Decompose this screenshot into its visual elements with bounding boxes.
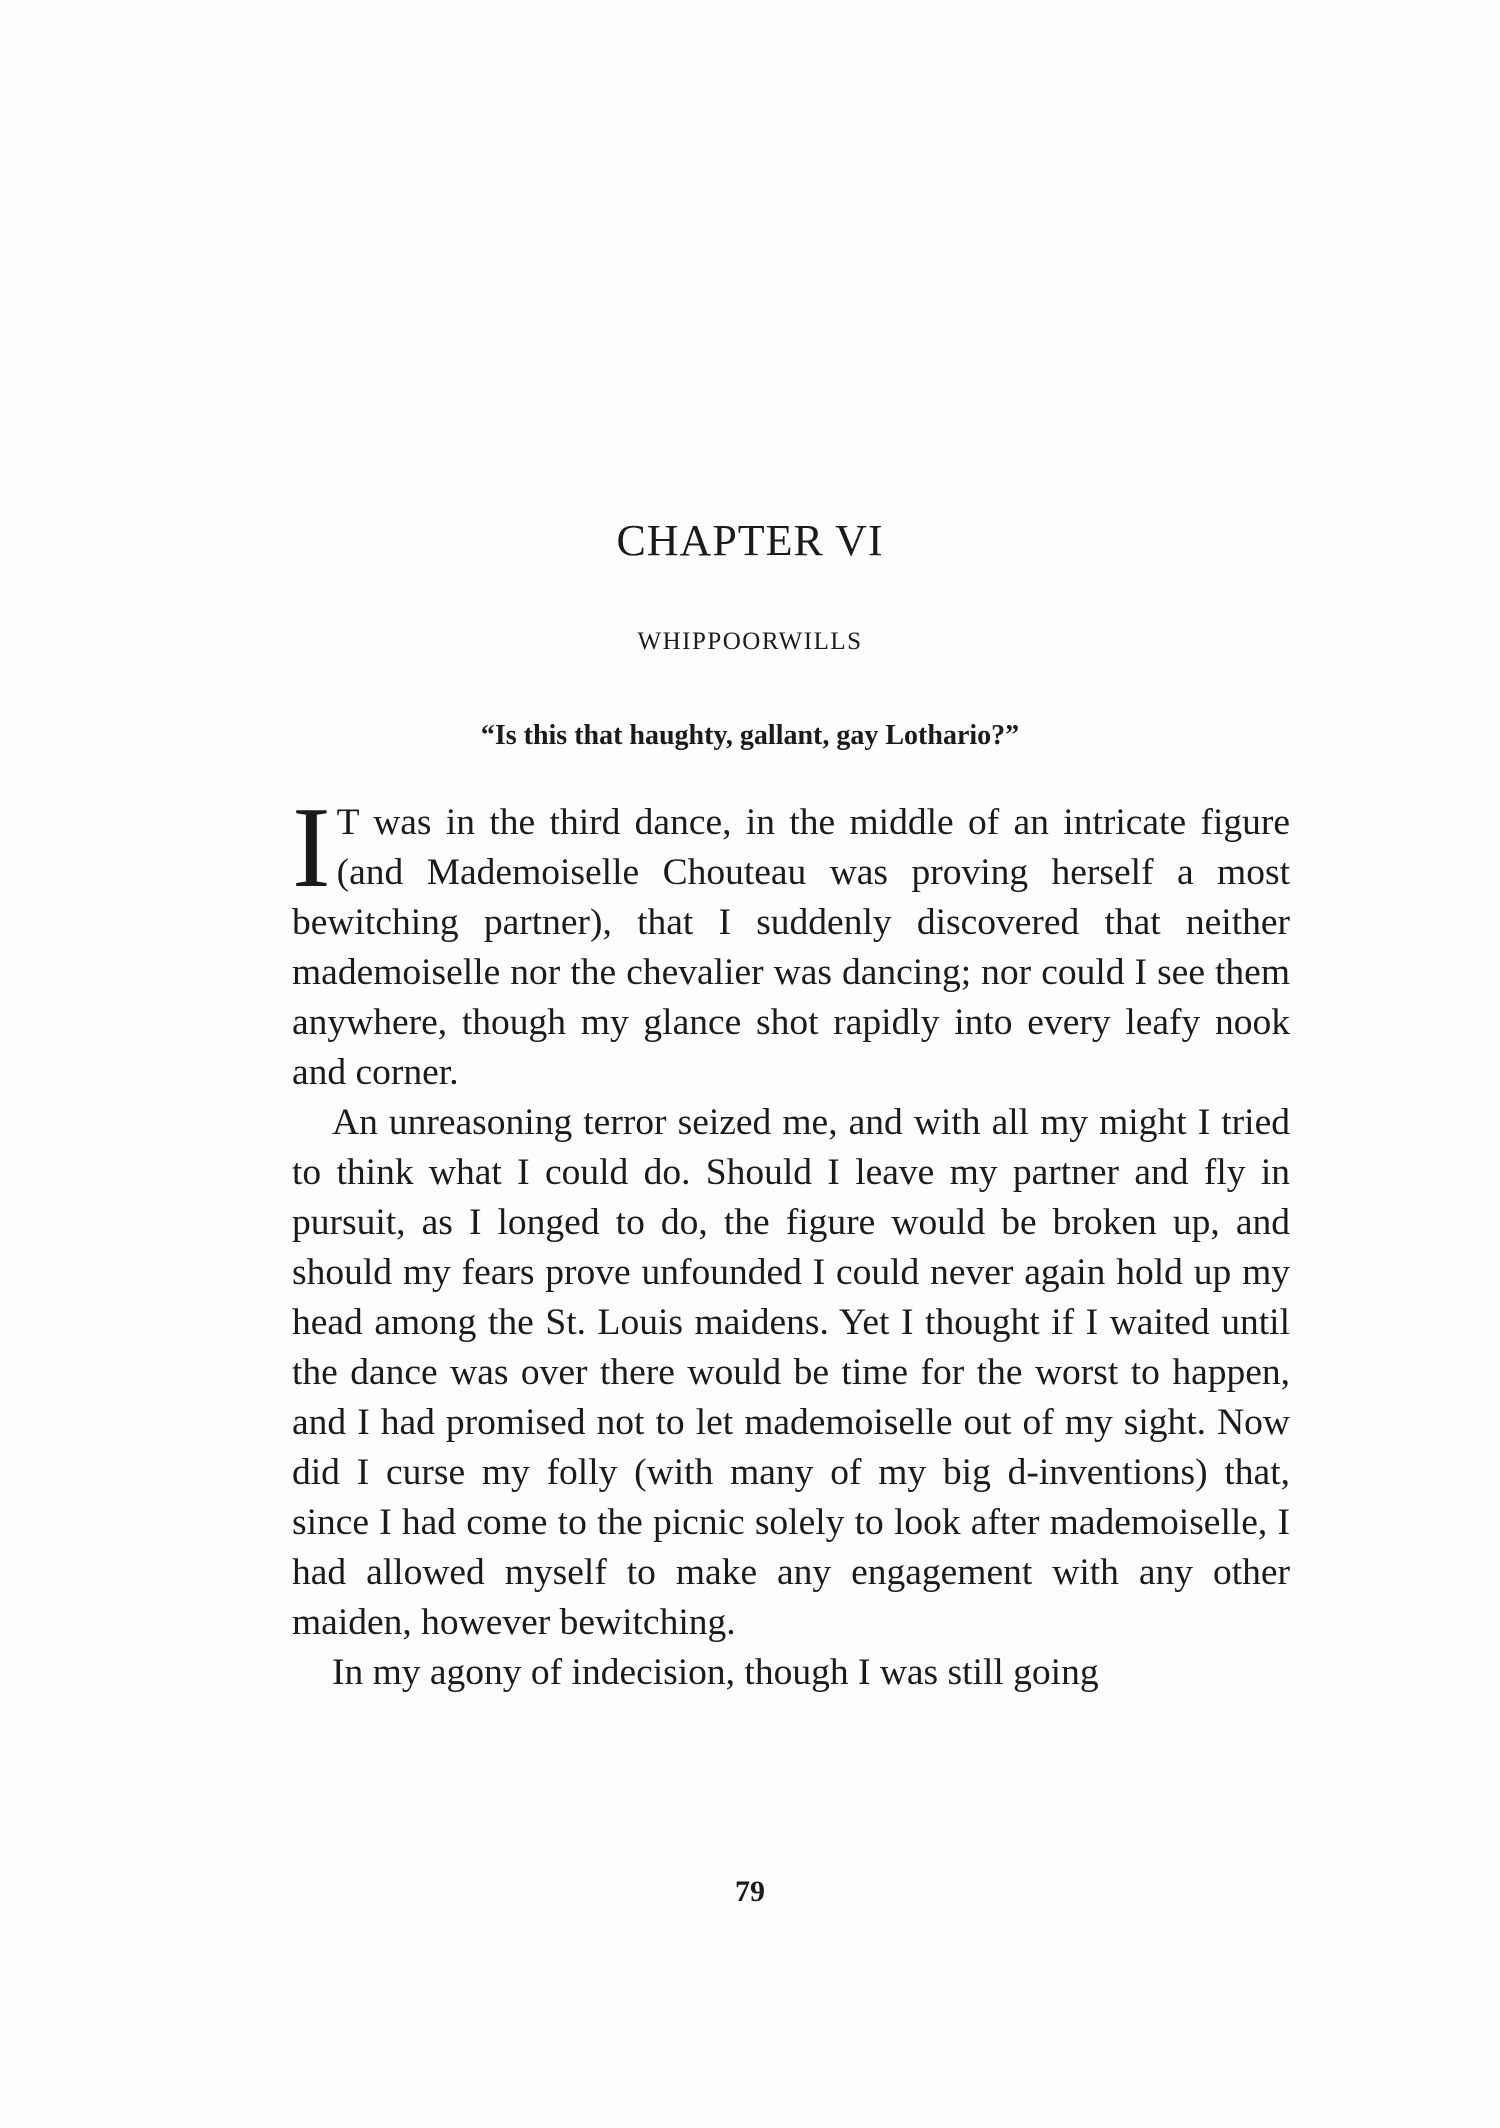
paragraph-1-text: T was in the third dance, in the middle of an intricate figure (and Mademoiselle Chouteau was proving herself a most bewitching partner), that I suddenly discovered that neither mademoiselle nor the chevalier was dancing; nor could I see them anywhere, though my glance shot rapidly into every leafy nook and corner.: [292, 802, 1290, 1093]
paragraph-2: An unreasoning terror seized me, and with all my might I tried to think what I could do. Should I leave my partner and fly in pursuit, as I longed to do, the figure would be broken up, and should my fears prove unfounded I could never again hold up my head among the St. Louis maidens. Yet I thought if I waited until the dance was over there would be time for the worst to happen, and I had promised not to let mademoiselle out of my sight. Now did I curse my folly (with many of my big d-inventions) that, since I had come to the picnic solely to look after mademoiselle, I had allowed myself to make any engagement with any other maiden, however bewitching.: [292, 1102, 1290, 1643]
chapter-title: WHIPPOORWILLS: [637, 628, 863, 655]
drop-cap: I: [292, 784, 331, 912]
paragraph-3: In my agony of indecision, though I was still going: [332, 1652, 1099, 1693]
paragraph-1: [292, 784, 1290, 1098]
page-number: 79: [735, 1875, 765, 1908]
body-text: [292, 784, 1290, 1698]
epigraph: “Is this that haughty, gallant, gay Lothario?”: [480, 720, 1020, 751]
chapter-number: CHAPTER VI: [616, 516, 884, 565]
